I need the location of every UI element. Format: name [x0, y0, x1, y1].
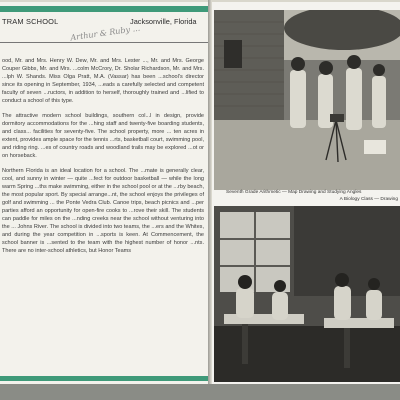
right-page: [212, 2, 400, 384]
header-rule: [0, 42, 208, 43]
top-green-band: [0, 6, 208, 12]
bottom-green-band: [0, 376, 208, 381]
photo-biology-class: [214, 206, 400, 382]
photo-biology-image: [214, 206, 400, 382]
caption-arithmetic: Seventh Grade Arithmetic — Map Drawing and Studying Angles: [226, 190, 362, 195]
body-text: [2, 57, 204, 262]
handwritten-note: Arthur & Ruby ...: [69, 23, 141, 43]
paragraph-1: ood, Mr. and Mrs. Henry W. Dew, Mr. and Mrs. Lester ..., Mr. and Mrs. George Couper Gibbs, Mr. and Mrs. ...colm McCrory, Dr. Sholar Richardson, Mr. and Mrs. ...lph W. Shands. Miss Olga Pratt, M.A. (Vassar) has been ...school's director since its opening in September, 1934, ...eads a carefully selected and competent faculty of seven ...ructors, in addition to herself, thoroughly trained and ...lified to conduct a school of this type.: [2, 58, 204, 105]
school-name: TRAM SCHOOL: [2, 17, 59, 26]
page-header: [0, 15, 208, 45]
caption-biology: A Biology Class — Drawing: [339, 197, 398, 202]
left-page: [0, 2, 208, 384]
photo-arithmetic-image: [214, 10, 400, 190]
paragraph-2: The attractive modern school buildings, southern col...l in design, provide dormitory accommodations for the ...hing staff and twenty-five boarding students, and class... facilities for seventy-five. The school property, more ... ten acres in extent, provides ample space for the tennis ...rts, basketball court, swimming pool, and riding ring. ...es of country roads and woodland trails may be explored ...ot or on horseback.: [2, 113, 204, 160]
table-surface: [0, 384, 400, 400]
photo-arithmetic-class: [214, 10, 400, 190]
location: Jacksonville, Florida: [130, 17, 197, 26]
paragraph-3: Northern Florida is an ideal location for a school. The ...mate is generally clear, cool, and sunny in winter — quite ...fect for outdoor basketball — while the long warm Spring ...ths make swimming, either in the school pool or at the ...rby beach, the most popular sport. By special arrange...nt, the school enjoys the privileges of golf and swimming ... the Ponte Vedra Club. Canoe trips, beach picnics and ...per parties afford an opportunity for open-fire cooks to ...rove their skill. The students can paddle for miles on the ...nding creeks near the school without venturing into the ... Johns River. The school is divided into two teams, the ...ers and the Whites, and during the year competition in ...sports is keen. At Commencement, the school banner is ...sented to the team with the highest number of honor ...nts. There are no inter-school athletics, but Honor Teams: [2, 168, 204, 255]
